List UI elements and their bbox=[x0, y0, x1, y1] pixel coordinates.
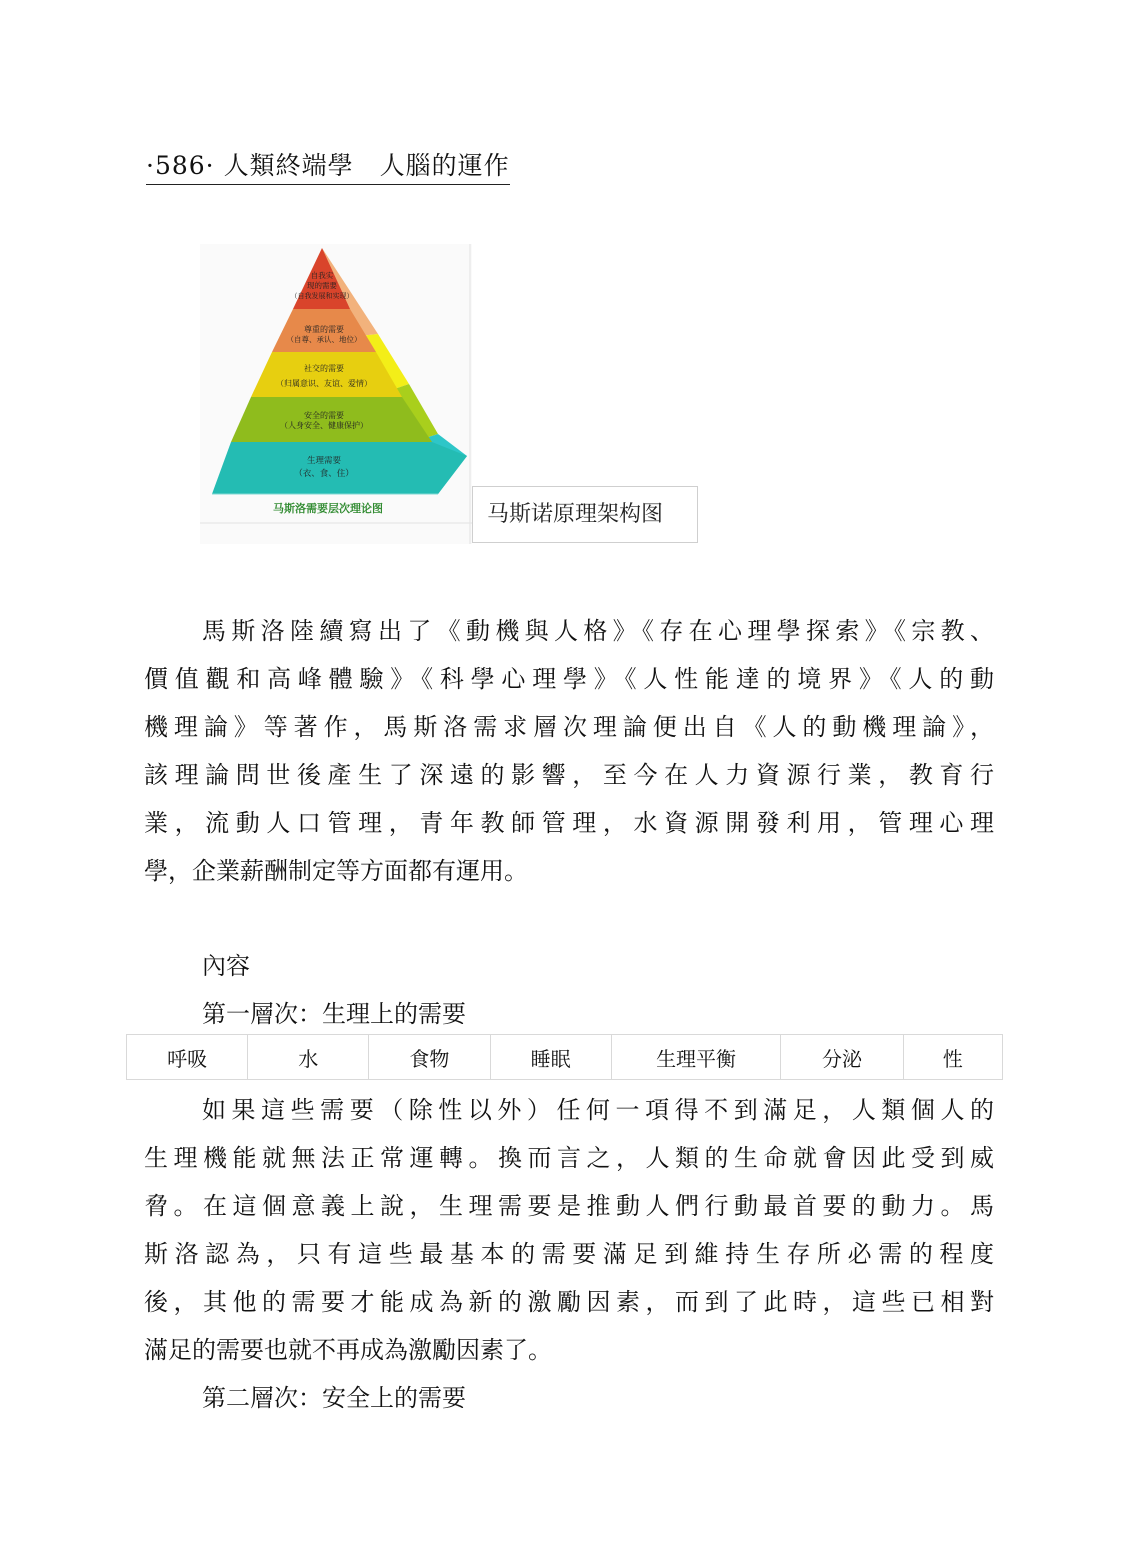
pyramid-layer-physiological bbox=[212, 442, 467, 494]
table-cell: 生理平衡 bbox=[611, 1035, 781, 1080]
paragraph-2-line: 生理機能就無法正常運轉。換而言之，人類的生命就會因此受到威 bbox=[144, 1144, 994, 1172]
physiological-needs-table bbox=[126, 1034, 1003, 1080]
maslow-pyramid-figure bbox=[200, 244, 472, 544]
table-cell: 呼吸 bbox=[127, 1035, 248, 1080]
figure-label: 马斯洛需要层次理论图 bbox=[273, 502, 383, 515]
paragraph-1-line: 價值觀和高峰體驗》《科學心理學》《人性能達的境界》《人的動 bbox=[144, 665, 994, 693]
paragraph-1-line: 學，企業薪酬制定等方面都有運用。 bbox=[144, 857, 528, 885]
table-cell: 性 bbox=[903, 1035, 1002, 1080]
paragraph-2-line: 如果這些需要（除性以外）任何一項得不到滿足，人類個人的 bbox=[202, 1096, 994, 1124]
table-cell: 分泌 bbox=[781, 1035, 903, 1080]
paragraph-2-line: 脅。在這個意義上說，生理需要是推動人們行動最首要的動力。馬 bbox=[144, 1192, 994, 1220]
layer1-title: 自我实 bbox=[310, 271, 334, 280]
table-cell: 水 bbox=[248, 1035, 369, 1080]
table-row bbox=[127, 1035, 1003, 1080]
book-title: 人類終端學 bbox=[223, 151, 354, 180]
layer3-title: 社交的需要 bbox=[304, 364, 344, 373]
figure-caption: 马斯诺原理架构图 bbox=[472, 486, 698, 543]
layer2-title: 尊重的需要 bbox=[304, 325, 344, 334]
level1-heading: 第一層次：生理上的需要 bbox=[202, 1000, 466, 1028]
layer4-line2: （人身安全、健康保护） bbox=[280, 421, 368, 430]
paragraph-1-line: 業，流動人口管理，青年教師管理，水資源開發利用，管理心理 bbox=[144, 809, 994, 837]
paragraph-2-line: 後，其他的需要才能成為新的激勵因素，而到了此時，這些已相對 bbox=[144, 1288, 994, 1316]
paragraph-1-line: 馬斯洛陸續寫出了《動機與人格》《存在心理學探索》《宗教、 bbox=[202, 617, 994, 645]
paragraph-1 bbox=[144, 607, 994, 895]
layer1-line2: 现的需要 bbox=[307, 281, 337, 290]
layer3-line2: （归属意识、友谊、爱情） bbox=[276, 379, 372, 388]
pyramid-layer-social bbox=[251, 352, 402, 397]
page-header bbox=[146, 146, 510, 185]
content-label: 內容 bbox=[202, 952, 250, 980]
paragraph-1-line: 該理論問世後產生了深遠的影響，至今在人力資源行業，教育行 bbox=[144, 761, 994, 789]
level2-heading: 第二層次：安全上的需要 bbox=[202, 1384, 466, 1412]
chapter-title: 人腦的運作 bbox=[379, 151, 510, 180]
layer5-line2: （衣、食、住） bbox=[294, 469, 354, 479]
paragraph-2-line: 滿足的需要也就不再成為激勵因素了。 bbox=[144, 1336, 552, 1364]
paragraph-2-line: 斯洛認為，只有這些最基本的需要滿足到維持生存所必需的程度 bbox=[144, 1240, 994, 1268]
layer2-line2: （自尊、承认、地位） bbox=[286, 335, 362, 344]
layer1-line3: （自我发展和实现） bbox=[290, 292, 354, 300]
paragraph-2 bbox=[144, 1086, 994, 1374]
table-cell: 食物 bbox=[369, 1035, 490, 1080]
page-number: ·586· bbox=[146, 151, 215, 180]
layer5-title: 生理需要 bbox=[306, 456, 342, 466]
paragraph-1-line: 機理論》等著作，馬斯洛需求層次理論便出自《人的動機理論》， bbox=[144, 713, 994, 741]
table-cell: 睡眠 bbox=[490, 1035, 611, 1080]
layer4-title: 安全的需要 bbox=[304, 411, 344, 420]
